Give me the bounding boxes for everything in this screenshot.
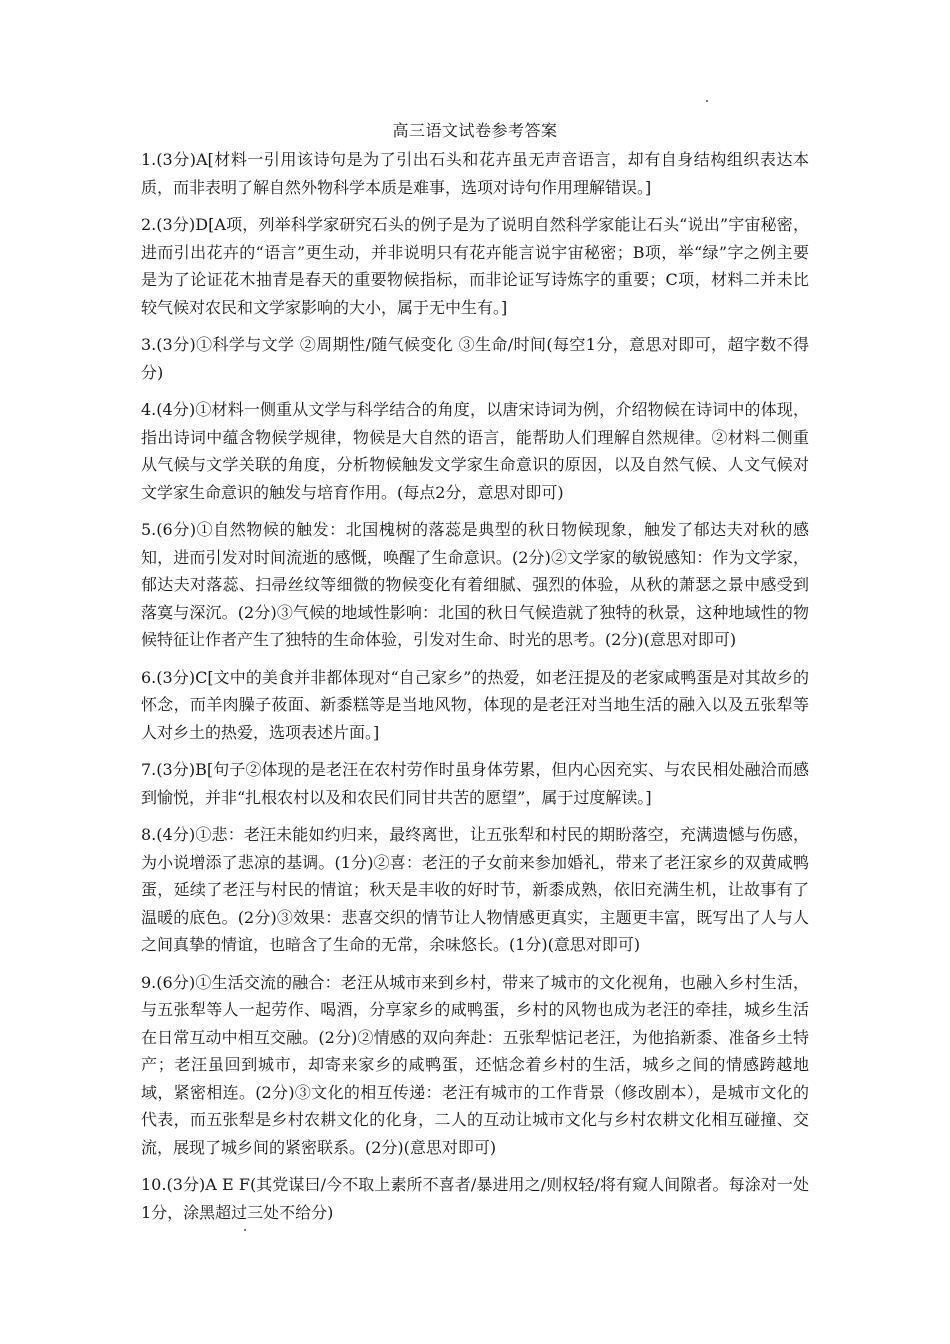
answer-item-4: 4.(4分)①材料一侧重从文学与科学结合的角度，以唐宋诗词为例，介绍物候在诗词中的体现，指出诗词中蕴含物候学规律，物候是大自然的语言，能帮助人们理解自然规律。②材料二侧重从气候与文学关联的角度，分析物候触发文学家生命意识的原因，以及自然气候、人文气候对文学家生命意识的触发与培育作用。(每点2分，意思对即可) (141, 400, 809, 502)
answer-item-9: 9.(6分)①生活交流的融合：老汪从城市来到乡村，带来了城市的文化视角，也融入乡村生活，与五张犁等人一起劳作、喝酒，分享家乡的咸鸭蛋，乡村的风物也成为老汪的牵挂，城乡生活在日常互动中相互交融。(2分)②情感的双向奔赴：五张犁惦记老汪，为他掐新黍、准备乡土特产；老汪虽回到城市，却寄来家乡的咸鸭蛋，还惦念着乡村的生活，城乡之间的情感跨越地域，紧密相连。(2分)③文化的相互传递：老汪有城市的工作背景（修改剧本），是城市文化的代表，而五张犁是乡村农耕文化的化身，二人的互动让城市文化与乡村农耕文化相互碰撞、交流，展现了城乡间的紧密联系。(2分)(意思对即可) (141, 972, 809, 1157)
answer-item-1: 1.(3分)A[材料一引用该诗句是为了引出石头和花卉虽无声音语言，却有自身结构组织表达本质，而非表明了解自然外物科学本质是难事，选项对诗句作用理解错误。] (141, 150, 809, 197)
answer-item-5: 5.(6分)①自然物候的触发：北国槐树的落蕊是典型的秋日物候现象，触发了郁达夫对秋的感知，进而引发对时间流逝的感慨，唤醒了生命意识。(2分)②文学家的敏锐感知：作为文学家，郁达夫对落蕊、扫帚丝纹等细微的物候变化有着细腻、强烈的体验，从秋的萧瑟之景中感受到落寞与深沉。(2分)③气候的地域性影响：北国的秋日气候造就了独特的秋景，这种地域性的物候特征让作者产生了独特的生命体验，引发对生命、时光的思考。(2分)(意思对即可) (141, 520, 809, 649)
answer-item-3: 3.(3分)①科学与文学 ②周期性/随气候变化 ③生命/时间(每空1分，意思对即可，超字数不得分) (141, 335, 809, 382)
answer-item-6: 6.(3分)C[文中的美食并非都体现对“自己家乡”的热爱，如老汪提及的老家咸鸭蛋是对其故乡的怀念，而羊肉臊子莜面、新黍糕等是当地风物，体现的是老汪对当地生活的融入以及五张犁等人对乡土的热爱，选项表述片面。] (141, 667, 809, 742)
scan-speck (706, 100, 708, 102)
answer-item-10: 10.(3分)A E F(其党谋曰/今不取上素所不喜者/暴进用之/则权轻/将有窥人间隙者。每涂对一处1分，涂黑超过三处不给分) (141, 1175, 809, 1222)
answer-item-8: 8.(4分)①悲：老汪未能如约归来，最终离世，让五张犁和村民的期盼落空，充满遗憾与伤感，为小说增添了悲凉的基调。(1分)②喜：老汪的子女前来参加婚礼，带来了老汪家乡的双黄咸鸭蛋，延续了老汪与村民的情谊；秋天是丰收的好时节，新黍成熟，依旧充满生机，让故事有了温暖的底色。(2分)③效果：悲喜交织的情节让人物情感更真实，主题更丰富，既写出了人与人之间真挚的情谊，也暗含了生命的无常，余味悠长。(1分)(意思对即可) (141, 825, 809, 954)
answer-item-7: 7.(3分)B[句子②体现的是老汪在农村劳作时虽身体劳累，但内心因充实、与农民相处融洽而感到愉悦，并非“扎根农村以及和农民们同甘共苦的愿望”，属于过度解读。] (141, 760, 809, 807)
answer-list (141, 146, 809, 1236)
scan-speck (244, 1229, 246, 1231)
answer-item-2: 2.(3分)D[A项，列举科学家研究石头的例子是为了说明自然科学家能让石头“说出”宇宙秘密，进而引出花卉的“语言”更生动，并非说明只有花卉能言说宇宙秘密；B项，举“绿”字之例主要是为了论证花木抽青是春天的重要物候指标，而非论证写诗炼字的重要；C项，材料二并未比较气候对农民和文学家影响的大小，属于无中生有。] (141, 215, 809, 317)
page-title: 高三语文试卷参考答案 (392, 121, 558, 140)
